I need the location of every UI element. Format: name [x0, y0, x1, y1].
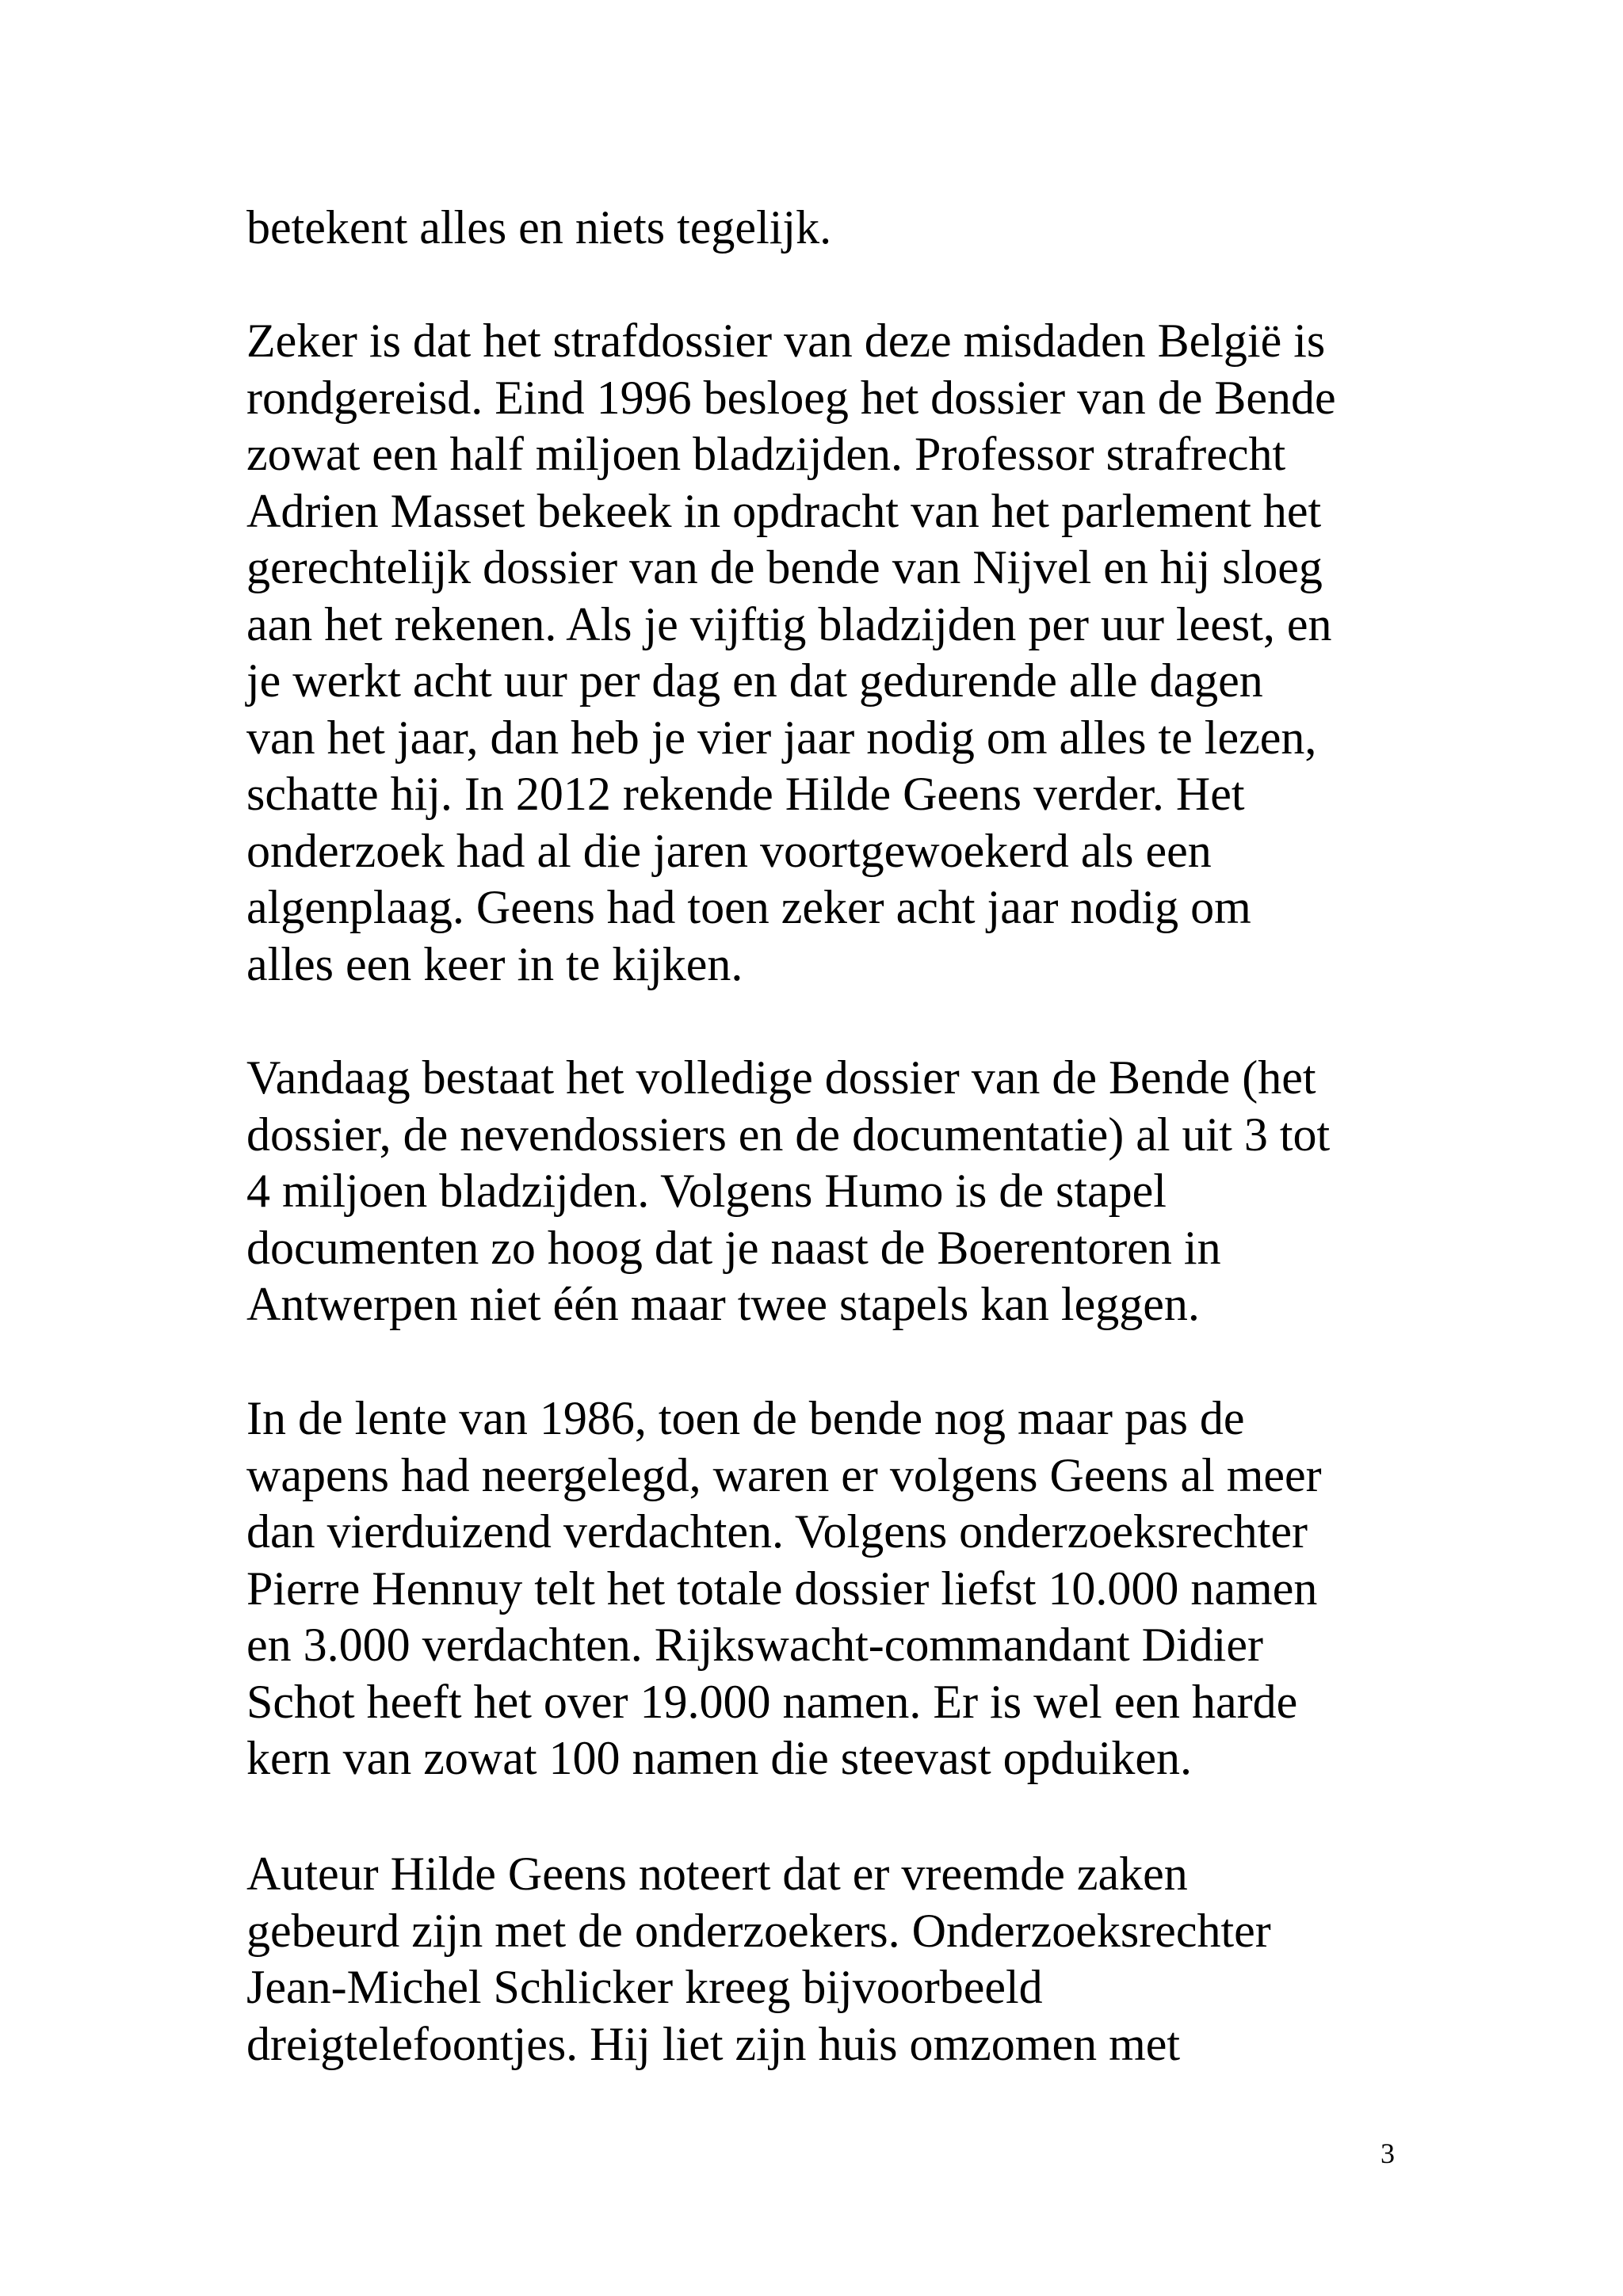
text-line: Pierre Hennuy telt het totale dossier liefst 10.000 namen	[246, 1562, 1318, 1615]
text-line: Jean-Michel Schlicker kreeg bijvoorbeeld	[246, 1961, 1043, 2013]
text-line: wapens had neergelegd, waren er volgens Geens al meer	[246, 1448, 1322, 1501]
text-line: Auteur Hilde Geens noteert dat er vreemde zaken	[246, 1848, 1188, 1900]
page-number: 3	[1381, 2138, 1395, 2169]
text-line: aan het rekenen. Als je vijftig bladzijden per uur leest, en	[246, 597, 1332, 650]
text-line: en 3.000 verdachten. Rijkswacht-commandant Didier	[246, 1619, 1263, 1671]
text-line: van het jaar, dan heb je vier jaar nodig om alles te lezen,	[246, 711, 1317, 764]
text-line: dreigtelefoontjes. Hij liet zijn huis omzomen met	[246, 2017, 1181, 2070]
text-line: schatte hij. In 2012 rekende Hilde Geens verder. Het	[246, 768, 1245, 820]
text-line: rondgereisd. Eind 1996 besloeg het dossier van de Bende	[246, 371, 1336, 424]
text-line: Adrien Masset bekeek in opdracht van het parlement het	[246, 484, 1322, 537]
text-line: dossier, de nevendossiers en de documentatie) al uit 3 tot	[246, 1108, 1331, 1161]
text-line: gebeurd zijn met de onderzoekers. Onderzoeksrechter	[246, 1904, 1271, 1957]
text-line: Zeker is dat het strafdossier van deze misdaden België is	[246, 315, 1326, 367]
text-line: gerechtelijk dossier van de bende van Nijvel en hij sloeg	[246, 541, 1323, 593]
text-line: algenplaag. Geens had toen zeker acht jaar nodig om	[246, 881, 1251, 933]
text-line: onderzoek had al die jaren voortgewoekerd als een	[246, 824, 1212, 877]
text-line: kern van zowat 100 namen die steevast opduiken.	[246, 1732, 1192, 1784]
text-line: In de lente van 1986, toen de bende nog maar pas de	[246, 1392, 1245, 1444]
paragraph-1	[246, 200, 1483, 257]
paragraph-5	[246, 1846, 1483, 2073]
paragraph-3	[246, 1050, 1483, 1333]
text-line: dan vierduizend verdachten. Volgens onderzoeksrechter	[246, 1505, 1308, 1558]
text-line: Vandaag bestaat het volledige dossier van de Bende (het	[246, 1051, 1316, 1104]
paragraph-2	[246, 313, 1483, 993]
text-line: alles een keer in te kijken.	[246, 937, 743, 990]
paragraph-4	[246, 1390, 1483, 1787]
text-line: Schot heeft het over 19.000 namen. Er is wel een harde	[246, 1675, 1298, 1728]
text-line: betekent alles en niets tegelijk.	[246, 201, 832, 254]
text-line: je werkt acht uur per dag en dat gedurende alle dagen	[246, 654, 1263, 707]
text-line: 4 miljoen bladzijden. Volgens Humo is de stapel	[246, 1165, 1167, 1217]
text-line: documenten zo hoog dat je naast de Boerentoren in	[246, 1221, 1221, 1274]
text-line: zowat een half miljoen bladzijden. Professor strafrecht	[246, 428, 1286, 480]
text-line: Antwerpen niet één maar twee stapels kan leggen.	[246, 1278, 1200, 1330]
